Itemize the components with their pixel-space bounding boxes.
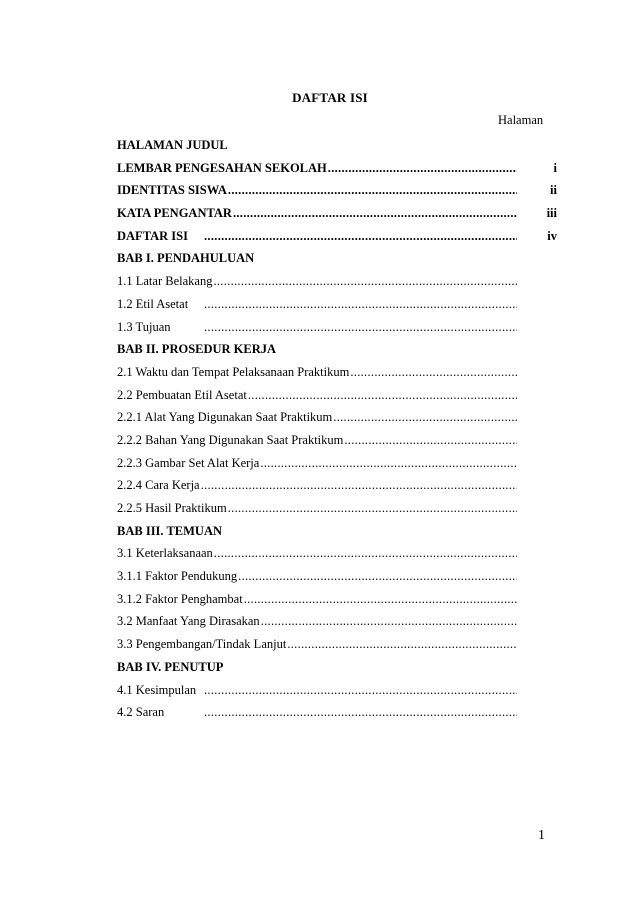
toc-entry [117,293,557,316]
leader-dots [204,225,517,248]
toc-entry-label: IDENTITAS SISWA [117,183,227,198]
leader-dots [213,270,517,293]
toc-entry-label: 1.2 Etil Asetat [117,296,189,311]
toc-entry [117,610,557,633]
leader-dots [248,384,517,407]
toc-entry-label: 3.2 Manfaat Yang Dirasakan [117,614,260,629]
leader-dots [287,633,517,656]
toc-entry-label: LEMBAR PENGESAHAN SEKOLAH [117,160,327,175]
leader-dots [333,406,517,429]
toc-entry-page: iv [547,228,557,243]
toc-entry [117,633,557,656]
toc-entry-page: ii [550,183,557,198]
toc-entry-label: KATA PENGANTAR [117,206,232,221]
toc-entry [117,588,557,611]
toc-entry [117,202,557,225]
toc-entry-label: 1.1 Latar Belakang [117,274,213,289]
leader-dots [204,316,517,339]
toc-entry-label: 4.2 Saran [117,705,165,720]
toc-entry [117,179,557,202]
toc-entry-label: DAFTAR ISI [117,228,188,243]
leader-dots [214,542,517,565]
toc-entry [117,429,557,452]
toc-entry-page: i [553,160,557,175]
toc-entry-label: 2.2.5 Hasil Praktikum [117,501,227,515]
leader-dots [233,202,517,225]
toc-entry [117,542,557,565]
toc-entry [117,157,557,180]
toc-entry-label: BAB I. PENDAHULUAN [117,251,255,266]
leader-dots [261,610,517,633]
toc-entry-label: 2.2 Pembuatan Etil Asetat [117,387,247,402]
toc-entry-label: 3.1 Keterlaksanaan [117,546,213,561]
toc-entry-label: BAB II. PROSEDUR KERJA [117,342,277,357]
leader-dots [204,701,517,724]
toc-entry-page: iii [546,206,557,221]
halaman-column-label: Halaman [498,113,544,127]
leader-dots [244,588,517,611]
toc-entry [117,474,557,497]
toc-entry-label: 2.2.2 Bahan Yang Digunakan Saat Praktikum [117,432,344,447]
toc-entry-label: HALAMAN JUDUL [117,138,228,152]
page-number: 1 [538,828,545,843]
toc-entry [117,247,557,270]
leader-dots [201,474,517,497]
toc-entry [117,406,557,429]
toc-entry-label: 3.3 Pengembangan/Tindak Lanjut [117,637,287,652]
toc-entry-label: 1.3 Tujuan [117,319,171,334]
toc-entry [117,338,557,361]
toc-entry [117,679,557,702]
toc-entry-label: 2.2.3 Gambar Set Alat Kerja [117,455,260,470]
toc-entry [117,225,557,248]
toc-entry [117,452,557,475]
leader-dots [260,452,517,475]
toc-entry [117,701,557,724]
leader-dots [328,157,517,180]
leader-dots [344,429,517,452]
leader-dots [238,565,517,588]
toc-entry [117,316,557,339]
toc-entry-label: 2.1 Waktu dan Tempat Pelaksanaan Praktikum [117,364,350,379]
page-title: DAFTAR ISI [292,90,368,105]
toc-entry-label: 2.2.4 Cara Kerja [117,478,200,493]
leader-dots [204,679,517,702]
toc-entry [117,520,557,543]
toc-entry-label: BAB IV. PENUTUP [117,659,224,674]
toc-entry [117,565,557,588]
leader-dots [228,497,517,520]
toc-entry [117,134,557,157]
leader-dots [350,361,517,384]
toc-entry-label: 3.1.1 Faktor Pendukung [117,569,238,584]
toc-entry [117,361,557,384]
leader-dots [228,179,517,202]
table-of-contents [117,134,557,724]
toc-entry-label: 3.1.2 Faktor Penghambat [117,591,243,606]
toc-entry [117,384,557,407]
toc-entry [117,656,557,679]
toc-entry-label: 2.2.1 Alat Yang Digunakan Saat Praktikum [117,410,333,425]
toc-entry [117,270,557,293]
toc-entry [117,497,557,520]
leader-dots [204,293,517,316]
toc-entry-label: BAB III. TEMUAN [117,523,222,538]
toc-entry-label: 4.1 Kesimpulan [117,682,197,697]
